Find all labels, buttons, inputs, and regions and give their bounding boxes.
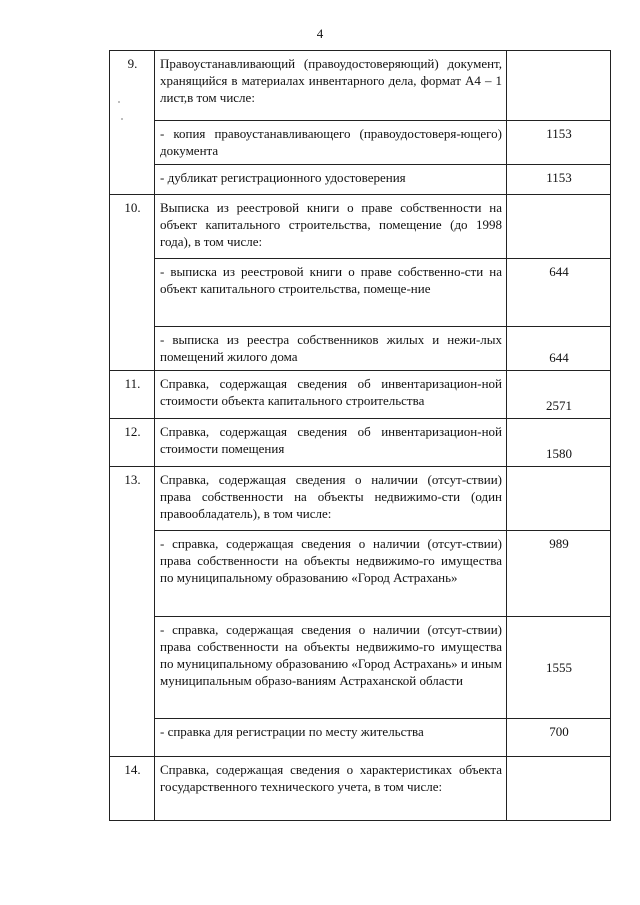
item-description: Справка, содержащая сведения об инвентаризацион-ной стоимости объекта капитального строительства	[155, 371, 507, 419]
item-description: - копия правоустанавливающего (правоудостоверя-ющего) документа	[155, 121, 507, 165]
item-number: 9.	[110, 51, 155, 195]
item-number: 12.	[110, 419, 155, 467]
page-number: 4	[316, 26, 324, 41]
table-row	[110, 259, 611, 327]
table-row	[110, 121, 611, 165]
table-row	[110, 757, 611, 821]
item-price: 644	[507, 259, 611, 327]
item-description: Справка, содержащая сведения о наличии (отсут-ствии) права собственности на объекты недвижимо-сти (один правообладатель), в том числе:	[155, 467, 507, 531]
table-row	[110, 467, 611, 531]
table-row	[110, 531, 611, 617]
item-description: Правоустанавливающий (правоудостоверяющий) документ, хранящийся в материалах инвентарного дела, формат А4 – 1 лист,в том числе:	[155, 51, 507, 121]
table-row	[110, 195, 611, 259]
item-number: 14.	[110, 757, 155, 821]
item-number: 10.	[110, 195, 155, 371]
item-price: 1153	[507, 121, 611, 165]
table-row	[110, 617, 611, 719]
table-row	[110, 165, 611, 195]
scan-speck	[118, 101, 120, 103]
fee-table	[109, 50, 611, 821]
scan-speck	[121, 118, 123, 120]
item-description: - справка, содержащая сведения о наличии (отсут-ствии) права собственности на объекты недвижимо-го имущества по муниципальному образованию «Город Астрахань»	[155, 531, 507, 617]
item-price: 644	[507, 327, 611, 371]
item-description: - выписка из реестровой книги о праве собственно-сти на объект капитального строительства, помеще-ние	[155, 259, 507, 327]
item-price	[507, 467, 611, 531]
item-number: 13.	[110, 467, 155, 757]
item-number: 11.	[110, 371, 155, 419]
item-price: 700	[507, 719, 611, 757]
item-description: Справка, содержащая сведения об инвентаризацион-ной стоимости помещения	[155, 419, 507, 467]
item-description: Справка, содержащая сведения о характеристиках объекта государственного технического учета, в том числе:	[155, 757, 507, 821]
table-row	[110, 327, 611, 371]
item-description: - выписка из реестра собственников жилых и нежи-лых помещений жилого дома	[155, 327, 507, 371]
table-row	[110, 51, 611, 121]
item-price: 989	[507, 531, 611, 617]
item-description: Выписка из реестровой книги о праве собственности на объект капитального строительства, помещение (до 1998 года), в том числе:	[155, 195, 507, 259]
item-price: 1153	[507, 165, 611, 195]
item-description: - справка, содержащая сведения о наличии (отсут-ствии) права собственности на объекты недвижимо-го имущества по муниципальному образованию «Город Астрахань» и иным муниципальным образо-ваниям Астраханской области	[155, 617, 507, 719]
item-description: - дубликат регистрационного удостоверения	[155, 165, 507, 195]
item-price	[507, 51, 611, 121]
item-price: 2571	[507, 371, 611, 419]
table-row	[110, 419, 611, 467]
item-price	[507, 195, 611, 259]
item-price: 1555	[507, 617, 611, 719]
table-row	[110, 719, 611, 757]
item-price	[507, 757, 611, 821]
table-row	[110, 371, 611, 419]
item-description: - справка для регистрации по месту жительства	[155, 719, 507, 757]
item-price: 1580	[507, 419, 611, 467]
